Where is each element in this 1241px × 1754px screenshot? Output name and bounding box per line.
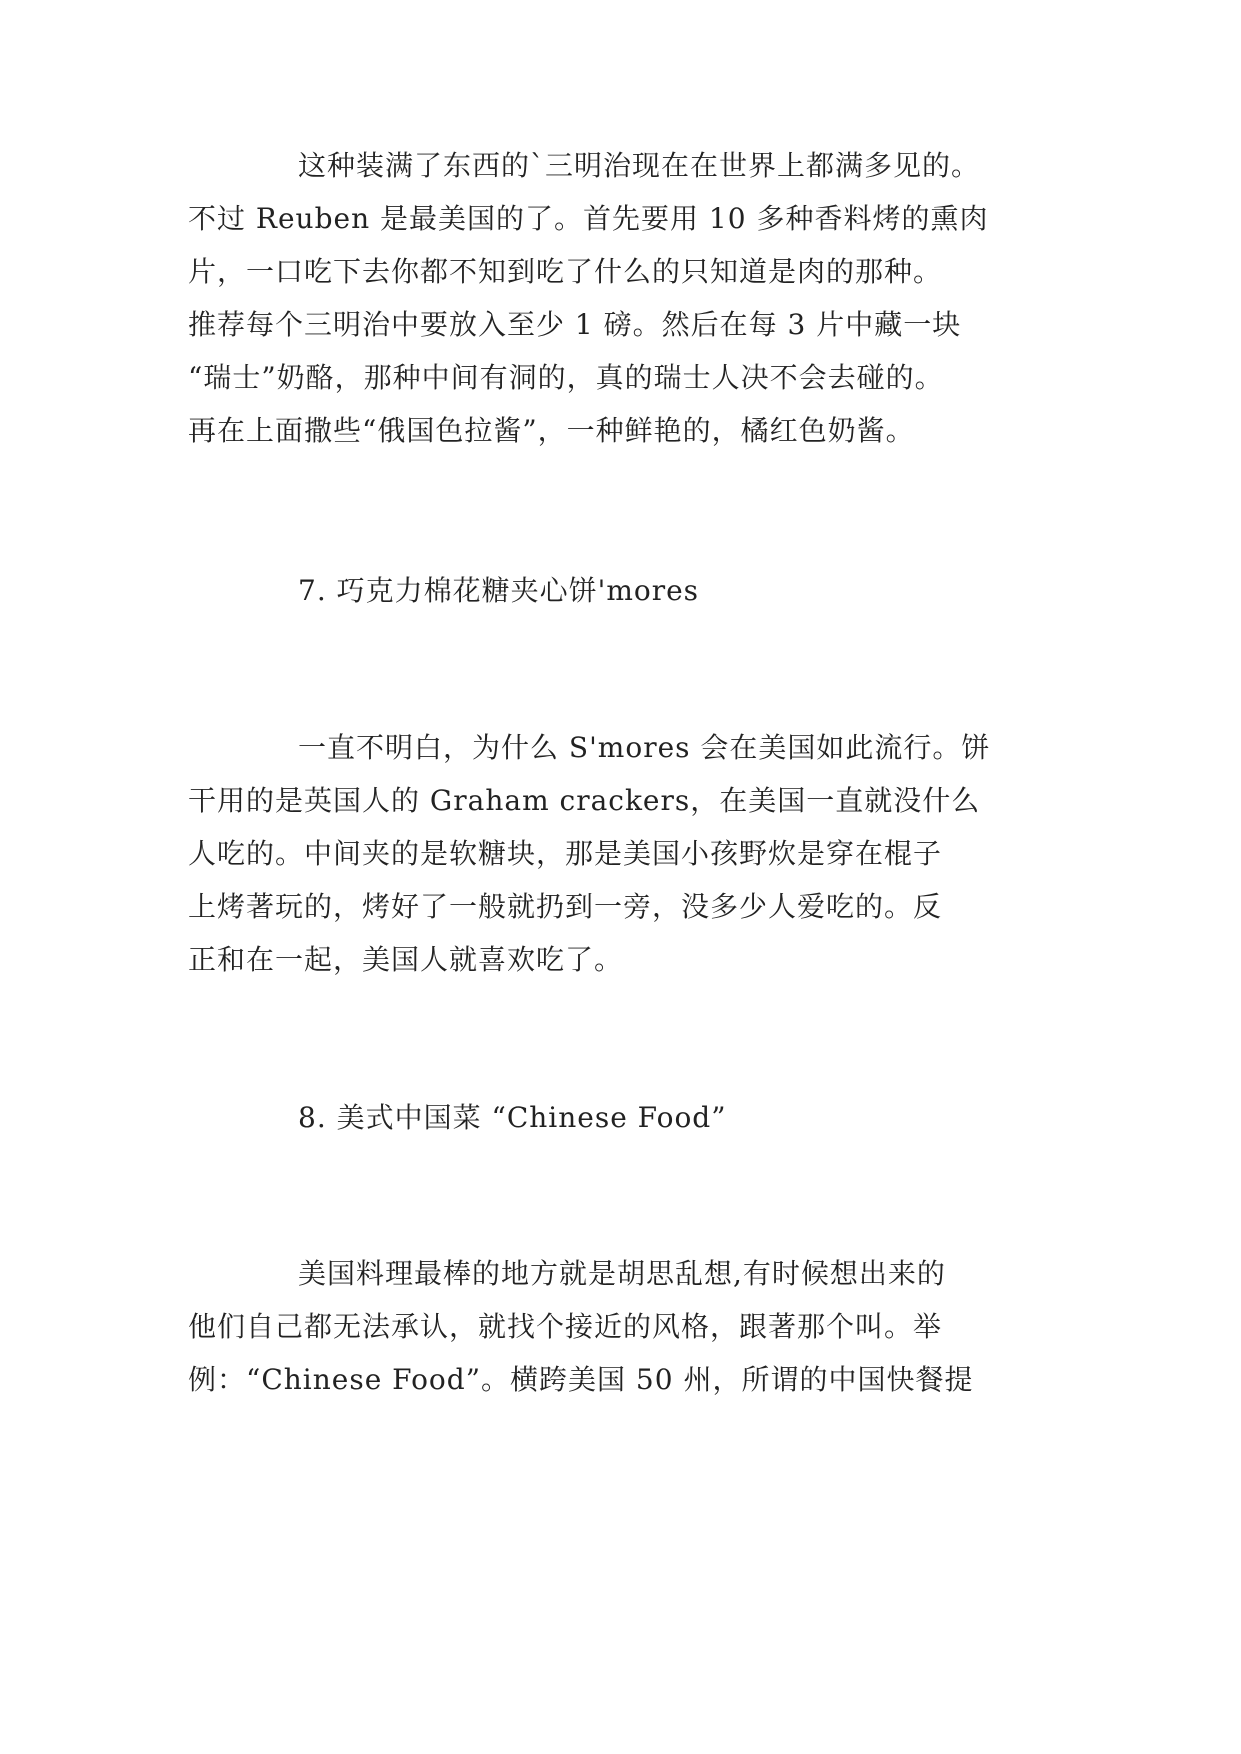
paragraph-line: 美国料理最棒的地方就是胡思乱想,有时候想出来的 <box>298 1257 946 1290</box>
paragraph-line: 一直不明白，为什么 S'mores 会在美国如此流行。饼 <box>298 731 991 764</box>
paragraph-line: 不过 Reuben 是最美国的了。首先要用 10 多种香料烤的熏肉 <box>188 202 989 235</box>
section-heading-8: 8. 美式中国菜 “Chinese Food” <box>298 1101 727 1134</box>
paragraph-line: 例：“Chinese Food”。横跨美国 50 州，所谓的中国快餐提 <box>188 1363 974 1396</box>
paragraph-line: 这种装满了东西的`三明治现在在世界上都满多见的。 <box>298 149 981 182</box>
paragraph-line: 人吃的。中间夹的是软糖块，那是美国小孩野炊是穿在棍子 <box>188 837 943 870</box>
paragraph-line: 他们自己都无法承认，就找个接近的风格，跟著那个叫。举 <box>188 1310 943 1343</box>
paragraph-line: 推荐每个三明治中要放入至少 1 磅。然后在每 3 片中藏一块 <box>188 308 962 341</box>
paragraph-line: 片，一口吃下去你都不知到吃了什么的只知道是肉的那种。 <box>188 255 943 288</box>
paragraph-line: 干用的是英国人的 Graham crackers，在美国一直就没什么 <box>188 784 981 817</box>
paragraph-line: 再在上面撒些“俄国色拉酱”，一种鲜艳的，橘红色奶酱。 <box>188 414 915 447</box>
paragraph-line: 正和在一起，美国人就喜欢吃了。 <box>188 943 624 976</box>
section-heading-7: 7. 巧克力棉花糖夹心饼'mores <box>298 574 700 607</box>
paragraph-line: 上烤著玩的，烤好了一般就扔到一旁，没多少人爱吃的。反 <box>188 890 943 923</box>
paragraph-line: “瑞士”奶酪，那种中间有洞的，真的瑞士人决不会去碰的。 <box>188 361 944 394</box>
